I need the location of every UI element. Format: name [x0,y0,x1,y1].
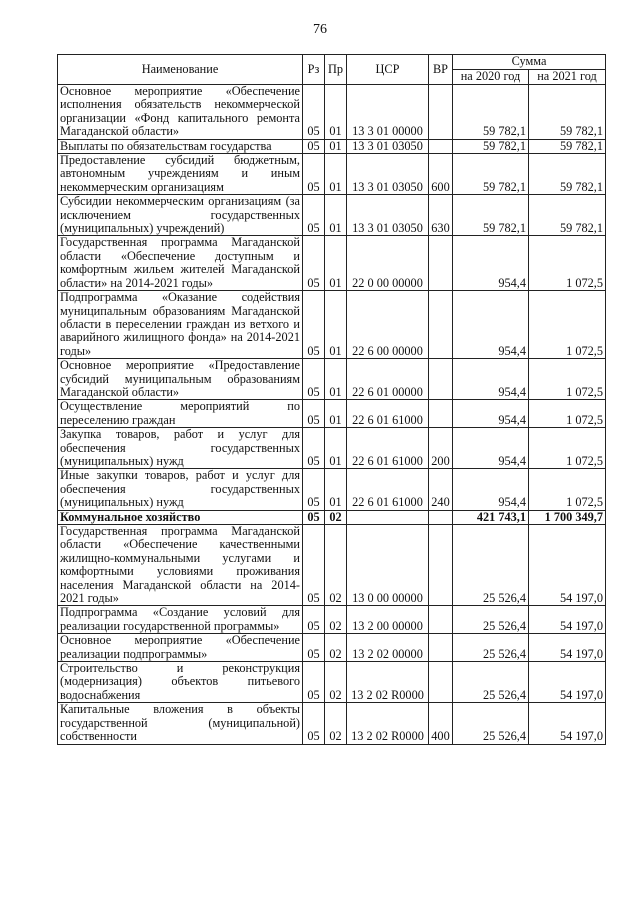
row-sum-2021: 59 782,1 [529,85,606,140]
row-name: Предоставление субсидий бюджетным, автономным учреждениям и иным некоммерческим организациям [58,154,303,195]
table-row [58,139,606,153]
row-sum-2020: 25 526,4 [453,525,529,606]
row-pr: 02 [325,525,347,606]
budget-table [57,54,606,745]
header-name: Наименование [58,55,303,85]
row-vr [429,634,453,662]
row-sum-2020: 954,4 [453,400,529,428]
row-pr: 01 [325,291,347,359]
row-csr: 13 2 02 00000 [347,634,429,662]
row-vr [429,606,453,634]
row-vr [429,525,453,606]
row-pr: 01 [325,236,347,291]
row-csr: 13 3 01 03050 [347,154,429,195]
table-row [58,154,606,195]
row-vr [429,359,453,400]
row-sum-2020: 421 743,1 [453,510,529,524]
row-name: Основное мероприятие «Обеспечение реализации подпрограммы» [58,634,303,662]
row-rz: 05 [303,525,325,606]
row-csr: 13 2 00 00000 [347,606,429,634]
row-pr: 01 [325,195,347,236]
table-row [58,85,606,140]
row-rz: 05 [303,662,325,703]
row-csr: 13 3 01 03050 [347,195,429,236]
row-sum-2021: 1 072,5 [529,469,606,510]
row-pr: 02 [325,662,347,703]
row-sum-2021: 1 072,5 [529,291,606,359]
row-sum-2020: 59 782,1 [453,85,529,140]
table-row [58,236,606,291]
row-sum-2020: 954,4 [453,469,529,510]
row-csr: 13 2 02 R0000 [347,662,429,703]
row-sum-2021: 1 072,5 [529,236,606,291]
header-pr: Пр [325,55,347,85]
row-sum-2021: 54 197,0 [529,703,606,744]
header-year-2021: на 2021 год [529,70,606,85]
row-csr: 22 6 01 61000 [347,428,429,469]
row-pr: 01 [325,469,347,510]
row-sum-2020: 25 526,4 [453,606,529,634]
row-rz: 05 [303,139,325,153]
table-row [58,400,606,428]
row-name: Подпрограмма «Оказание содействия муниципальным образованиям Магаданской области в переселении граждан из ветхого и аварийного жилищного фонда» на 2014-2021 годы» [58,291,303,359]
row-sum-2021: 1 700 349,7 [529,510,606,524]
row-sum-2020: 25 526,4 [453,634,529,662]
row-sum-2020: 954,4 [453,428,529,469]
row-sum-2021: 54 197,0 [529,606,606,634]
row-rz: 05 [303,703,325,744]
row-vr [429,400,453,428]
row-pr: 02 [325,634,347,662]
row-vr [429,291,453,359]
row-csr: 22 0 00 00000 [347,236,429,291]
row-vr [429,510,453,524]
row-name: Капитальные вложения в объекты государственной (муниципальной) собственности [58,703,303,744]
row-vr [429,85,453,140]
row-pr: 01 [325,85,347,140]
table-row [58,359,606,400]
header-rz: Рз [303,55,325,85]
row-pr: 02 [325,510,347,524]
row-sum-2021: 59 782,1 [529,139,606,153]
row-csr: 13 3 01 00000 [347,85,429,140]
row-csr: 22 6 01 00000 [347,359,429,400]
row-name: Строительство и реконструкция (модернизация) объектов питьевого водоснабжения [58,662,303,703]
row-rz: 05 [303,634,325,662]
row-sum-2021: 1 072,5 [529,359,606,400]
row-rz: 05 [303,291,325,359]
row-name: Основное мероприятие «Предоставление субсидий муниципальным образованиям Магаданской области» [58,359,303,400]
row-pr: 02 [325,606,347,634]
row-sum-2021: 1 072,5 [529,400,606,428]
section-row [58,510,606,524]
row-vr: 600 [429,154,453,195]
row-pr: 01 [325,359,347,400]
row-csr: 13 0 00 00000 [347,525,429,606]
row-sum-2020: 59 782,1 [453,154,529,195]
row-rz: 05 [303,85,325,140]
row-pr: 02 [325,703,347,744]
row-sum-2020: 25 526,4 [453,703,529,744]
row-name: Государственная программа Магаданской области «Обеспечение качественными жилищно-коммунальными услугами и комфортными условиями проживания населения Магаданской области на 2014-2021 годы» [58,525,303,606]
table-row [58,469,606,510]
row-vr: 630 [429,195,453,236]
table-row [58,428,606,469]
row-vr: 400 [429,703,453,744]
row-vr [429,236,453,291]
table-row [58,525,606,606]
row-name: Субсидии некоммерческим организациям (за исключением государственных (муниципальных) учреждений) [58,195,303,236]
row-rz: 05 [303,195,325,236]
header-vr: ВР [429,55,453,85]
table-row [58,195,606,236]
row-rz: 05 [303,606,325,634]
table-row [58,634,606,662]
row-name: Выплаты по обязательствам государства [58,139,303,153]
row-rz: 05 [303,469,325,510]
row-pr: 01 [325,400,347,428]
table-row [58,606,606,634]
row-sum-2021: 54 197,0 [529,662,606,703]
row-csr: 22 6 00 00000 [347,291,429,359]
row-csr: 22 6 01 61000 [347,469,429,510]
row-sum-2020: 59 782,1 [453,139,529,153]
row-rz: 05 [303,510,325,524]
row-vr [429,139,453,153]
row-sum-2021: 1 072,5 [529,428,606,469]
table-row [58,662,606,703]
row-name: Осуществление мероприятий по переселению граждан [58,400,303,428]
header-sum: Сумма [453,55,606,70]
row-sum-2020: 954,4 [453,359,529,400]
row-sum-2020: 954,4 [453,236,529,291]
row-vr [429,662,453,703]
page-number: 76 [313,22,327,37]
row-rz: 05 [303,236,325,291]
row-name: Государственная программа Магаданской области «Обеспечение доступным и комфортным жильем жителей Магаданской области» на 2014-2021 годы» [58,236,303,291]
row-vr: 200 [429,428,453,469]
row-sum-2020: 25 526,4 [453,662,529,703]
row-csr: 13 3 01 03050 [347,139,429,153]
row-vr: 240 [429,469,453,510]
table-row [58,291,606,359]
row-rz: 05 [303,428,325,469]
row-sum-2020: 59 782,1 [453,195,529,236]
row-name: Подпрограмма «Создание условий для реализации государственной программы» [58,606,303,634]
row-sum-2021: 59 782,1 [529,195,606,236]
row-name: Закупка товаров, работ и услуг для обеспечения государственных (муниципальных) нужд [58,428,303,469]
row-pr: 01 [325,428,347,469]
header-csr: ЦСР [347,55,429,85]
row-rz: 05 [303,154,325,195]
header-year-2020: на 2020 год [453,70,529,85]
row-rz: 05 [303,400,325,428]
row-rz: 05 [303,359,325,400]
table-body [58,85,606,745]
row-pr: 01 [325,139,347,153]
row-csr: 22 6 01 61000 [347,400,429,428]
row-name: Основное мероприятие «Обеспечение исполнения обязательств некоммерческой организации «Фонд капитального ремонта Магаданской области» [58,85,303,140]
row-sum-2021: 54 197,0 [529,525,606,606]
row-sum-2021: 54 197,0 [529,634,606,662]
table-row [58,703,606,744]
row-name: Коммунальное хозяйство [58,510,303,524]
row-csr [347,510,429,524]
row-sum-2021: 59 782,1 [529,154,606,195]
row-csr: 13 2 02 R0000 [347,703,429,744]
row-name: Иные закупки товаров, работ и услуг для обеспечения государственных (муниципальных) нужд [58,469,303,510]
row-sum-2020: 954,4 [453,291,529,359]
row-pr: 01 [325,154,347,195]
